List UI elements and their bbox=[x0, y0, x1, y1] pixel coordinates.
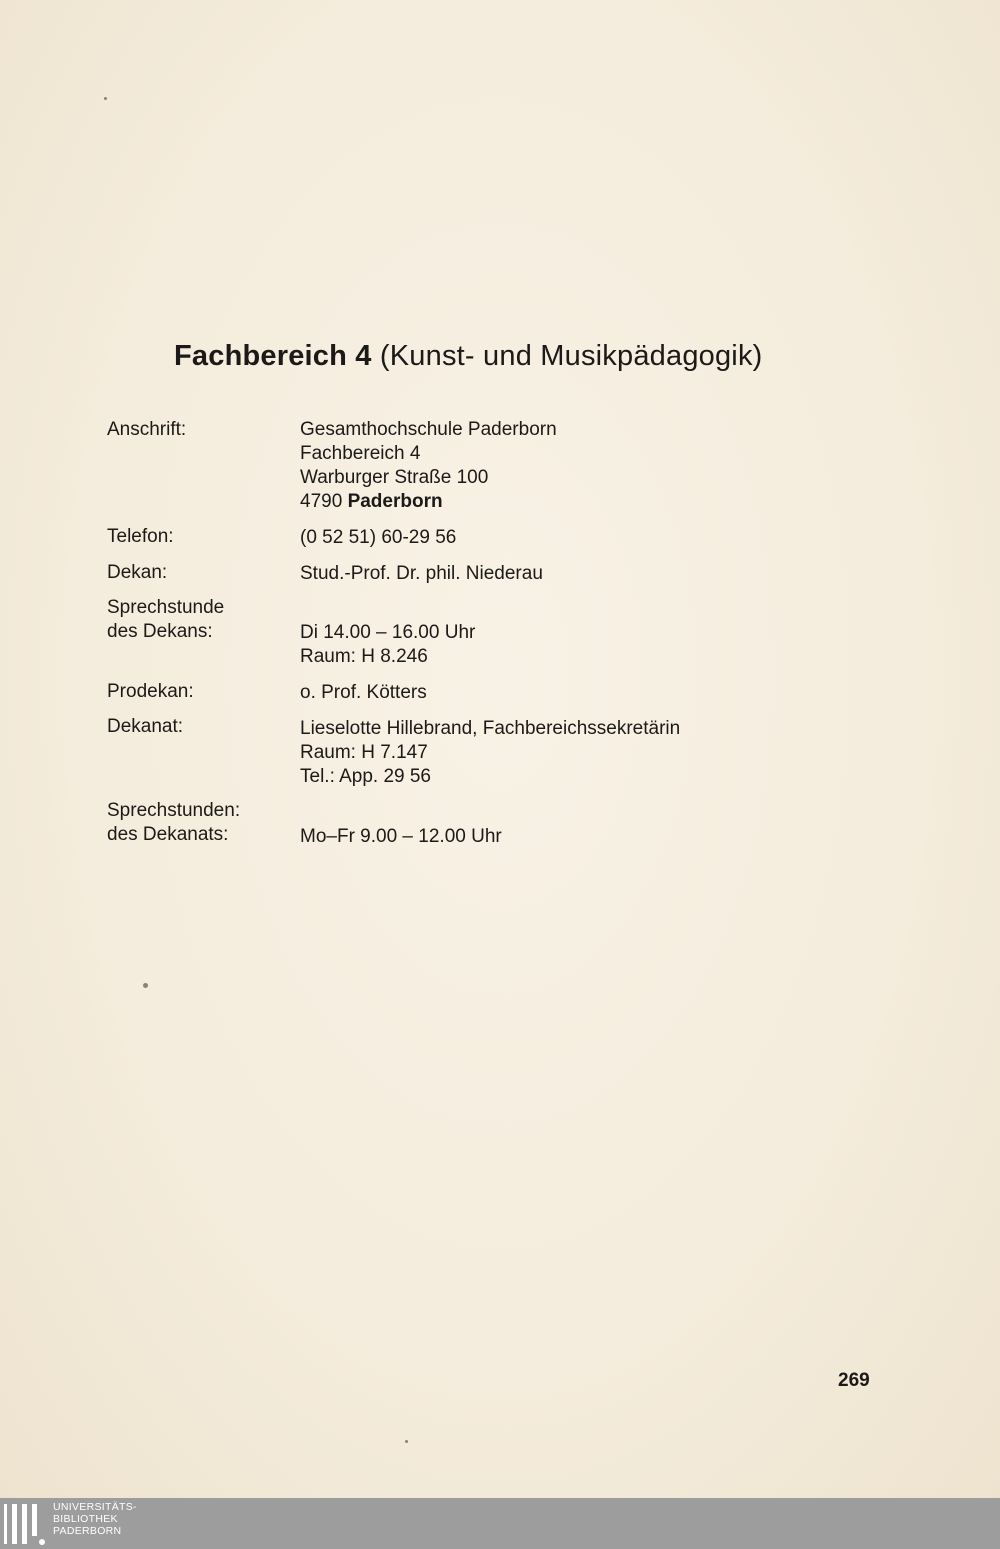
secretary-name: Lieselotte Hillebrand, Fachbereichssekretärin bbox=[300, 718, 681, 739]
label-line: Sprechstunde bbox=[107, 597, 225, 618]
library-footer-bar bbox=[0, 1498, 1000, 1549]
value-anschrift bbox=[300, 418, 557, 514]
room: Raum: H 7.147 bbox=[300, 742, 428, 763]
label-line: des Dekans: bbox=[107, 621, 213, 642]
phone-extension: Tel.: App. 29 56 bbox=[300, 766, 431, 787]
address-line: Gesamthochschule Paderborn bbox=[300, 419, 557, 440]
library-name-line: BIBLIOTHEK bbox=[53, 1513, 118, 1525]
value-sprechstunde-dekan bbox=[300, 621, 475, 669]
value-sprechstunden-dekanat: Mo–Fr 9.00 – 12.00 Uhr bbox=[300, 826, 502, 847]
room: Raum: H 8.246 bbox=[300, 646, 428, 667]
paper-speck bbox=[405, 1440, 408, 1443]
library-name bbox=[53, 1501, 137, 1537]
value-dekan: Stud.-Prof. Dr. phil. Niederau bbox=[300, 563, 543, 584]
address-line: Warburger Straße 100 bbox=[300, 467, 489, 488]
library-name-line: PADERBORN bbox=[53, 1525, 122, 1537]
label-dekan: Dekan: bbox=[107, 562, 168, 583]
address-city-line bbox=[300, 490, 557, 514]
address-line: Fachbereich 4 bbox=[300, 443, 421, 464]
paper-speck bbox=[143, 983, 148, 988]
office-hours: Di 14.00 – 16.00 Uhr bbox=[300, 622, 476, 643]
label-sprechstunden-dekanat bbox=[107, 799, 240, 847]
page-number: 269 bbox=[838, 1370, 870, 1391]
value-dekanat bbox=[300, 717, 680, 789]
title-bold: Fachbereich 4 bbox=[174, 340, 372, 372]
library-name-line: UNIVERSITÄTS- bbox=[53, 1501, 137, 1513]
label-telefon: Telefon: bbox=[107, 526, 174, 547]
label-line: des Dekanats: bbox=[107, 824, 229, 845]
label-anschrift: Anschrift: bbox=[107, 419, 187, 440]
city-name: Paderborn bbox=[347, 491, 443, 512]
paper-speck bbox=[104, 97, 107, 100]
label-prodekan: Prodekan: bbox=[107, 681, 194, 702]
label-sprechstunde-dekan bbox=[107, 596, 224, 644]
postal-code: 4790 bbox=[300, 491, 343, 512]
label-line: Sprechstunden: bbox=[107, 800, 241, 821]
value-telefon: (0 52 51) 60-29 56 bbox=[300, 527, 457, 548]
title-subtitle: (Kunst- und Musikpädagogik) bbox=[379, 340, 763, 372]
library-bars-icon bbox=[4, 1502, 48, 1546]
value-prodekan: o. Prof. Kötters bbox=[300, 682, 427, 703]
page-title bbox=[174, 340, 763, 373]
label-dekanat: Dekanat: bbox=[107, 716, 184, 737]
